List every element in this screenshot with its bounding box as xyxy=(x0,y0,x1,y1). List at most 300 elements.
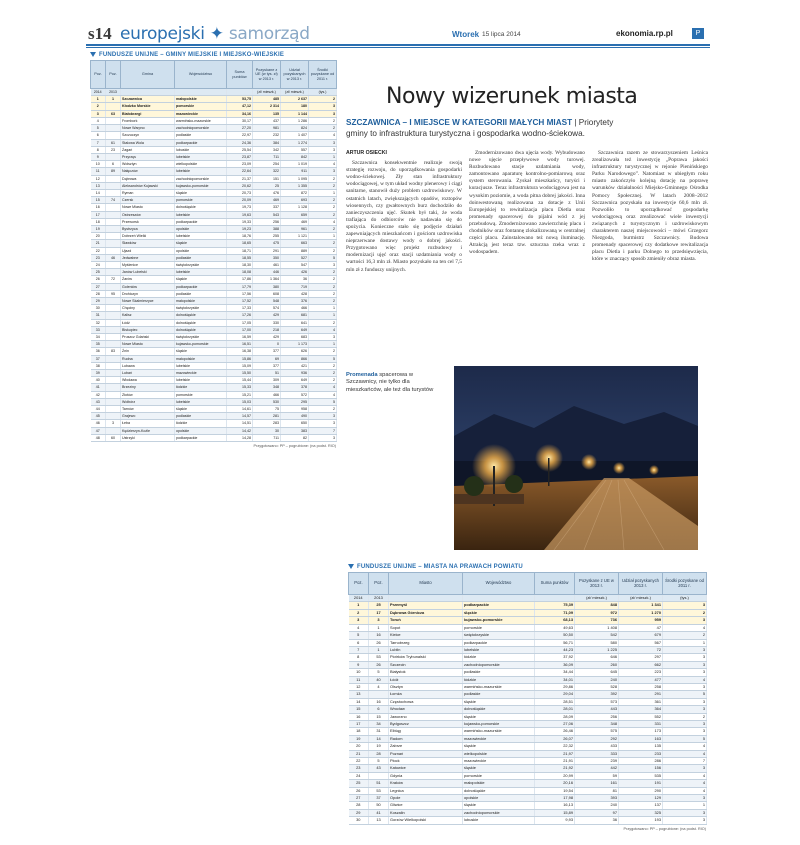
table-cell: 3 xyxy=(349,617,369,624)
table-cell: 361 xyxy=(619,698,663,705)
table-cell: 47,12 xyxy=(227,103,253,110)
table-cell: śląskie xyxy=(175,189,227,196)
table-cell: 3 xyxy=(309,139,337,146)
table-cell: 469 xyxy=(281,218,309,225)
table-cell: Kielce xyxy=(389,632,463,639)
table-row xyxy=(91,355,337,362)
table-cell: Bystrzyca xyxy=(121,225,175,232)
table-cell xyxy=(106,362,121,369)
table-cell: opolskie xyxy=(175,247,227,254)
table-cell: 2 xyxy=(309,283,337,290)
table-cell: 18,08 xyxy=(227,269,253,276)
table-title xyxy=(348,564,706,570)
table-cell: łódzkie xyxy=(175,420,227,427)
table-cell: Łódź xyxy=(121,319,175,326)
table-cell: 22,32 xyxy=(535,743,575,750)
table-cell: 20,62 xyxy=(227,182,253,189)
table-cell: 3 xyxy=(663,728,707,735)
table-row xyxy=(349,609,707,616)
table-cell: 649 xyxy=(281,377,309,384)
table-cell: Ustrzyki xyxy=(121,434,175,441)
table-cell: 433 xyxy=(575,743,619,750)
table-cell: 32 xyxy=(91,319,106,326)
table-cell: 3 xyxy=(663,698,707,705)
table-cell: 156 xyxy=(619,765,663,772)
table-cell: 824 xyxy=(281,125,309,132)
table-cell: 81 xyxy=(575,787,619,794)
table-cell: 4 xyxy=(309,218,337,225)
table-cell: 29 xyxy=(349,809,369,816)
table-cell xyxy=(106,377,121,384)
table-cell xyxy=(106,233,121,240)
table-cell: 2 xyxy=(309,125,337,132)
table-cell: 972 xyxy=(575,609,619,616)
table-cell: 645 xyxy=(575,669,619,676)
table-row xyxy=(91,117,337,124)
table-row xyxy=(349,720,707,727)
table-row xyxy=(91,204,337,211)
column-header: Poz. xyxy=(106,61,121,89)
table-cell: 5 xyxy=(663,735,707,742)
table-row xyxy=(349,728,707,735)
table-row xyxy=(349,758,707,765)
topic-plain: | Priorytety xyxy=(574,118,614,127)
table-cell: Koszalin xyxy=(389,809,463,816)
table-cell: 191 xyxy=(619,780,663,787)
table-cell: 3 xyxy=(663,706,707,713)
table-cell: Kraków xyxy=(389,780,463,787)
table-cell: 29,86 xyxy=(535,683,575,690)
table-cell: 1 286 xyxy=(281,117,309,124)
table-row xyxy=(91,319,337,326)
table-cell: 477 xyxy=(619,676,663,683)
table-cell: 20,09 xyxy=(227,197,253,204)
table-cell: Żarów xyxy=(121,276,175,283)
ranking-table-gminy xyxy=(90,52,336,448)
header-rule-thin xyxy=(86,47,710,48)
table-cell xyxy=(106,406,121,413)
table-cell: 333 xyxy=(575,750,619,757)
table-cell: 21,37 xyxy=(227,175,253,182)
table-cell: 2 xyxy=(91,103,106,110)
table-cell: 16 xyxy=(369,698,389,705)
table-subheader-cell: (zł/ mieszk.) xyxy=(253,89,281,96)
table-subheader-row xyxy=(91,89,337,96)
table-cell: 18 xyxy=(91,218,106,225)
table-cell: 5 xyxy=(369,669,389,676)
table-cell: 6 xyxy=(106,161,121,168)
table-row xyxy=(91,225,337,232)
table-cell: Gliwice xyxy=(389,802,463,809)
table-cell: 641 xyxy=(281,319,309,326)
table-cell: kujawsko-pomorskie xyxy=(175,182,227,189)
table-cell: małopolskie xyxy=(175,297,227,304)
table-row xyxy=(91,312,337,319)
table-cell: 1 xyxy=(309,312,337,319)
table-cell: 2 314 xyxy=(253,103,281,110)
table-cell: pomorskie xyxy=(175,197,227,204)
table-cell xyxy=(106,398,121,405)
table-cell: 2 xyxy=(663,632,707,639)
table-cell: 3 xyxy=(309,103,337,110)
table-cell: 34,01 xyxy=(535,676,575,683)
table-cell: 646 xyxy=(575,654,619,661)
table-cell: 573 xyxy=(575,698,619,705)
table-subheader-cell xyxy=(121,89,175,96)
table-cell: 24 xyxy=(91,261,106,268)
table-cell: 135 xyxy=(253,110,281,117)
table-cell xyxy=(106,218,121,225)
table-cell: Łódź xyxy=(389,676,463,683)
table-cell: opolskie xyxy=(463,795,535,802)
table-cell: Szczuczyn xyxy=(121,132,175,139)
table-cell: 256 xyxy=(575,713,619,720)
site-url: ekonomia.rp.pl xyxy=(616,29,673,38)
table-cell: 15,86 xyxy=(227,355,253,362)
table-cell: 958 xyxy=(281,406,309,413)
table-cell: wielkopolskie xyxy=(175,161,227,168)
table-cell: Rudna xyxy=(121,355,175,362)
table-cell: 4 xyxy=(663,676,707,683)
table-row xyxy=(349,795,707,802)
table-row xyxy=(349,765,707,772)
table-cell: 377 xyxy=(253,362,281,369)
table-cell: 4 xyxy=(309,161,337,168)
table-cell: Chęciny xyxy=(121,305,175,312)
table-cell: 15 xyxy=(369,713,389,720)
table-subheader-cell xyxy=(463,595,535,602)
table-cell: 2 xyxy=(309,269,337,276)
table-cell: pomorskie xyxy=(463,624,535,631)
table-cell: 223 xyxy=(619,669,663,676)
table-cell: Przemyśl xyxy=(389,602,463,609)
table-cell xyxy=(106,132,121,139)
table-cell xyxy=(106,125,121,132)
table-cell: 9 xyxy=(349,661,369,668)
table-cell xyxy=(106,117,121,124)
table-cell: 1 364 xyxy=(253,276,281,283)
table-cell: 663 xyxy=(281,240,309,247)
table-cell: podlaskie xyxy=(463,691,535,698)
table-cell xyxy=(106,333,121,340)
table-cell: 16 xyxy=(369,632,389,639)
table-cell: 2 xyxy=(309,182,337,189)
table-cell: 18,30 xyxy=(227,261,253,268)
table-cell: 2 xyxy=(309,276,337,283)
table-cell: 18,65 xyxy=(227,240,253,247)
table-cell: Drohiczyn xyxy=(121,290,175,297)
table-cell: 14,57 xyxy=(227,413,253,420)
table-cell: 429 xyxy=(253,333,281,340)
table-cell: Aleksandrów Kujawski xyxy=(121,182,175,189)
table-cell: kujawsko-pomorskie xyxy=(463,617,535,624)
table-subheader-cell: 2013 xyxy=(369,595,389,602)
table-cell: 240 xyxy=(575,676,619,683)
table-cell: 19,54 xyxy=(535,787,575,794)
table-row xyxy=(91,153,337,160)
table-cell: 4 xyxy=(663,780,707,787)
table-cell: Pruszcz Gdański xyxy=(121,333,175,340)
table-cell: 542 xyxy=(575,632,619,639)
table-cell: podkarpackie xyxy=(175,139,227,146)
table-cell: 2 xyxy=(309,362,337,369)
table-cell: 337 xyxy=(253,204,281,211)
table-cell: 393 xyxy=(575,795,619,802)
table-cell: 51 xyxy=(253,370,281,377)
table-cell: 34 xyxy=(91,333,106,340)
table-cell: lubelskie xyxy=(175,233,227,240)
table-cell: podkarpackie xyxy=(175,434,227,441)
column-header: Udział pozyskanych 2013 r. xyxy=(619,573,663,595)
table-cell: 193 xyxy=(619,817,663,824)
article-topic xyxy=(346,118,708,127)
table-cell: 475 xyxy=(253,240,281,247)
table-cell: 19 xyxy=(369,743,389,750)
table-cell: 548 xyxy=(253,297,281,304)
table-cell: mazowieckie xyxy=(463,735,535,742)
table-cell: zachodniopomorskie xyxy=(463,809,535,816)
table-subheader-cell: (zł/ mieszk.) xyxy=(575,595,619,602)
brand-part2: samorząd xyxy=(228,24,310,44)
table-cell: 28 xyxy=(369,750,389,757)
table-cell: 42 xyxy=(91,391,106,398)
table-cell xyxy=(106,175,121,182)
table-cell: 46 xyxy=(91,420,106,427)
table-cell: 15,33 xyxy=(227,384,253,391)
table-cell: podlaskie xyxy=(175,254,227,261)
table-subheader-cell: (zł/ mieszk.) xyxy=(619,595,663,602)
table-cell: 39 xyxy=(91,370,106,377)
table-cell: 2 xyxy=(309,204,337,211)
column-1-text: Szczawnica konsekwentnie realizuje swoją strategię rozwoju, do uporządkowania gospodarki wodno-ściekowej. Zły stan infrastruktury wodociągowej, w tym układ wodny plenerowy i ciągi sanitarne, stanowił duży problem uzdrowiskowy. W ostatnich latach, zwiększających opadów, roztopów wiosennych, czy gwałtownych burz dochodziło do zanieczyszczenia ujęć. Skutek był taki, że woda trafiająca do odbiorców nie nadawała się do spożycia. Konieczne stało się podjęcie działań zapewniających mieszkańcom i gościom uzdrowiska nieprzerwane dostawy wody o dobrej jakości. Przygotowano więc projekt rozbudowy i modernizacji ujęć oraz stacji uzdatniania wody o wartości 16,3 mln zł. Miasto pozyskało na ten cel 7,5 mln zł z funduszy unijnych. xyxy=(346,160,462,273)
table-row xyxy=(349,617,707,624)
table-row xyxy=(91,434,337,441)
table-cell: 608 xyxy=(253,290,281,297)
table-cell: 26 xyxy=(369,639,389,646)
table-cell: świętokrzyskie xyxy=(463,632,535,639)
table-cell: Przeworsk xyxy=(121,218,175,225)
table-cell: 3 xyxy=(663,617,707,624)
table-cell: 28,01 xyxy=(535,706,575,713)
table-row xyxy=(91,110,337,117)
table-cell: 4 xyxy=(663,750,707,757)
table-cell: 41 xyxy=(369,809,389,816)
table-subheader-cell xyxy=(227,89,253,96)
table-cell: Tarnów xyxy=(121,406,175,413)
table-cell: Dąbrowa xyxy=(121,175,175,182)
table-cell: 6 xyxy=(369,706,389,713)
article-headline: Nowy wizerunek miasta xyxy=(386,84,638,109)
table-cell: Nowe Skalmierzyce xyxy=(121,297,175,304)
table-cell: 12 xyxy=(91,175,106,182)
table-row xyxy=(91,146,337,153)
table-row xyxy=(349,683,707,690)
table-cell: 25,54 xyxy=(227,146,253,153)
table-cell: 342 xyxy=(253,146,281,153)
table-cell: 10 xyxy=(349,669,369,676)
table-cell: dolnośląskie xyxy=(463,787,535,794)
table-cell: 44 xyxy=(91,406,106,413)
table-cell: 56,71 xyxy=(535,639,575,646)
column-header: Pozyskane z UE (w tys. zł) w 2013 r. xyxy=(253,61,281,89)
table-cell: Kłodzko Morskie xyxy=(121,103,175,110)
table-cell: 30 xyxy=(253,427,281,434)
photo-caption xyxy=(346,372,446,394)
table-cell: 3 xyxy=(663,765,707,772)
table-cell: 5 xyxy=(369,758,389,765)
table-row xyxy=(349,787,707,794)
table-cell: 15,89 xyxy=(535,809,575,816)
table-cell: Frombork xyxy=(121,117,175,124)
table-cell: Katowice xyxy=(389,765,463,772)
table-row xyxy=(91,125,337,132)
table-cell: 736 xyxy=(575,617,619,624)
table-cell: lubelskie xyxy=(175,153,227,160)
table-cell: 9,93 xyxy=(535,817,575,824)
column-header: Województwo xyxy=(463,573,535,595)
table-cell: 151 xyxy=(253,175,281,182)
table-cell: 17,00 xyxy=(227,326,253,333)
table-cell: 89 xyxy=(106,168,121,175)
table-row xyxy=(91,168,337,175)
table-cell: dolnośląskie xyxy=(175,312,227,319)
table-cell: dolnośląskie xyxy=(463,706,535,713)
table-cell: 21 xyxy=(349,750,369,757)
table-cell: 683 xyxy=(281,333,309,340)
table-cell xyxy=(369,691,389,698)
table-row xyxy=(91,218,337,225)
table-cell: 4 xyxy=(309,384,337,391)
table-cell: Wolsztyn xyxy=(121,161,175,168)
column-header: Suma punktów xyxy=(535,573,575,595)
table-cell: małopolskie xyxy=(175,355,227,362)
table-row xyxy=(349,676,707,683)
column-header: Województwo xyxy=(175,61,227,89)
table-cell: 681 xyxy=(281,312,309,319)
column-header: Miasto xyxy=(389,573,463,595)
table-cell: podlaskie xyxy=(175,132,227,139)
table-cell: 572 xyxy=(281,391,309,398)
table-title-text: FUNDUSZE UNIJNE – GMINY MIEJSKIE I MIEJSKO-WIEJSKIE xyxy=(99,52,285,59)
table-cell: 6 xyxy=(91,132,106,139)
table-cell: 3 xyxy=(663,654,707,661)
table-cell: 51 xyxy=(369,780,389,787)
table-cell: 5 xyxy=(309,254,337,261)
table-cell: Łomża xyxy=(389,691,463,698)
caption-text: spacerowa w Szczawnicy, nie tylko dla mieszkańców, ale też dla turystów xyxy=(346,372,434,393)
table-cell: 4 xyxy=(369,683,389,690)
table-cell: Goleniów xyxy=(121,283,175,290)
table-cell: 3 xyxy=(309,168,337,175)
table-cell: 461 xyxy=(253,261,281,268)
table-cell: 23 xyxy=(106,146,121,153)
table-cell: 527 xyxy=(281,254,309,261)
table-row xyxy=(91,305,337,312)
table-cell: 129 xyxy=(619,795,663,802)
table-cell: 233 xyxy=(619,750,663,757)
table-cell: 2 xyxy=(309,197,337,204)
table-cell: Tarnobrzeg xyxy=(389,639,463,646)
table-cell: 392 xyxy=(575,691,619,698)
table-cell: pomorskie xyxy=(463,772,535,779)
table-row xyxy=(349,809,707,816)
table-cell: Jaworzno xyxy=(389,713,463,720)
table-cell: 35 xyxy=(91,341,106,348)
table-cell: 20,16 xyxy=(535,780,575,787)
table-cell: Dobrzeń Wielki xyxy=(121,233,175,240)
table-cell: Ujazd xyxy=(121,247,175,254)
column-2-text: Zmodernizowano dwa ujęcia wody. Wybudowano nowe ujęcie przepływowe wody turowej. Rozbudowano stacje uzdatniania wody, zamontowano aparaturę kontrolno-pomiarową oraz system sterowania. Zyskał mieszkańcy, turyści i kuracjusze. Teraz infrastruktura wodociągowa jest na wysokim poziomie, a woda pitna dobrej jakości. Inna doinwestowaną realizowana za dotacje z Unii Europejskiej to rewitalizacja placu Dietla oraz promenady spacerowej do pijalni wód z jej przebudową. Zmodernizowano zawierzchnię placu i chodników oraz fontannę zlokalizowaną w centralnej części placu. Zainstalowano też nową iluminację. Atrakcją jest teraz tzw. sztuczna rzeka wraz z wodospadem. xyxy=(469,150,585,256)
table-cell: 4 xyxy=(309,391,337,398)
table-cell: Bydgoszcz xyxy=(389,720,463,727)
table-cell: opolskie xyxy=(175,225,227,232)
table-cell: Radom xyxy=(389,735,463,742)
table-cell: Żagań xyxy=(121,146,175,153)
table-cell: 36,09 xyxy=(535,661,575,668)
table-cell: lubelskie xyxy=(175,362,227,369)
table-cell: dolnośląskie xyxy=(175,326,227,333)
table-cell: 469 xyxy=(253,197,281,204)
table-cell: 14,42 xyxy=(227,427,253,434)
table-cell: 476 xyxy=(253,189,281,196)
table-cell xyxy=(106,211,121,218)
table-cell: 25 xyxy=(91,269,106,276)
table-row xyxy=(349,735,707,742)
table-cell: 18 xyxy=(349,728,369,735)
table-cell: 27 xyxy=(91,283,106,290)
table-row xyxy=(91,247,337,254)
table-cell xyxy=(106,427,121,434)
table-cell: 50 xyxy=(369,802,389,809)
table-cell: 14 xyxy=(91,189,106,196)
table-row xyxy=(349,817,707,824)
table-cell: kujawsko-pomorskie xyxy=(175,341,227,348)
table-cell: lubelskie xyxy=(175,168,227,175)
table-row xyxy=(91,333,337,340)
table-cell: 331 xyxy=(619,720,663,727)
table-cell: Biskupiec xyxy=(121,326,175,333)
table-cell: 21,97 xyxy=(535,750,575,757)
table-cell xyxy=(106,297,121,304)
table-subheader-cell xyxy=(175,89,227,96)
table-cell: lubelskie xyxy=(175,398,227,405)
table-cell: 75,39 xyxy=(535,602,575,609)
table-cell: Łeba xyxy=(121,420,175,427)
table-cell: 43 xyxy=(91,398,106,405)
table-cell: podkarpackie xyxy=(463,639,535,646)
table-cell: 872 xyxy=(281,189,309,196)
table-cell: 292 xyxy=(575,735,619,742)
table-cell: 437 xyxy=(253,117,281,124)
table-cell: 16,13 xyxy=(535,802,575,809)
table-cell: 295 xyxy=(281,398,309,405)
table-cell: 16,51 xyxy=(227,341,253,348)
table-cell: 173 xyxy=(619,728,663,735)
table-cell: Grajewo xyxy=(121,413,175,420)
table-cell: 1 xyxy=(349,602,369,609)
table-cell: 711 xyxy=(253,153,281,160)
table-cell: Elbląg xyxy=(389,728,463,735)
brand-part1: europejski xyxy=(120,24,205,44)
table-cell: 15,21 xyxy=(227,391,253,398)
table-cell: 291 xyxy=(619,691,663,698)
table-cell: 7 xyxy=(663,758,707,765)
table-cell: 626 xyxy=(281,348,309,355)
table-cell: kujawsko-pomorskie xyxy=(463,720,535,727)
table-row xyxy=(91,391,337,398)
table-cell: mazowieckie xyxy=(175,370,227,377)
table-cell: 26,46 xyxy=(535,728,575,735)
